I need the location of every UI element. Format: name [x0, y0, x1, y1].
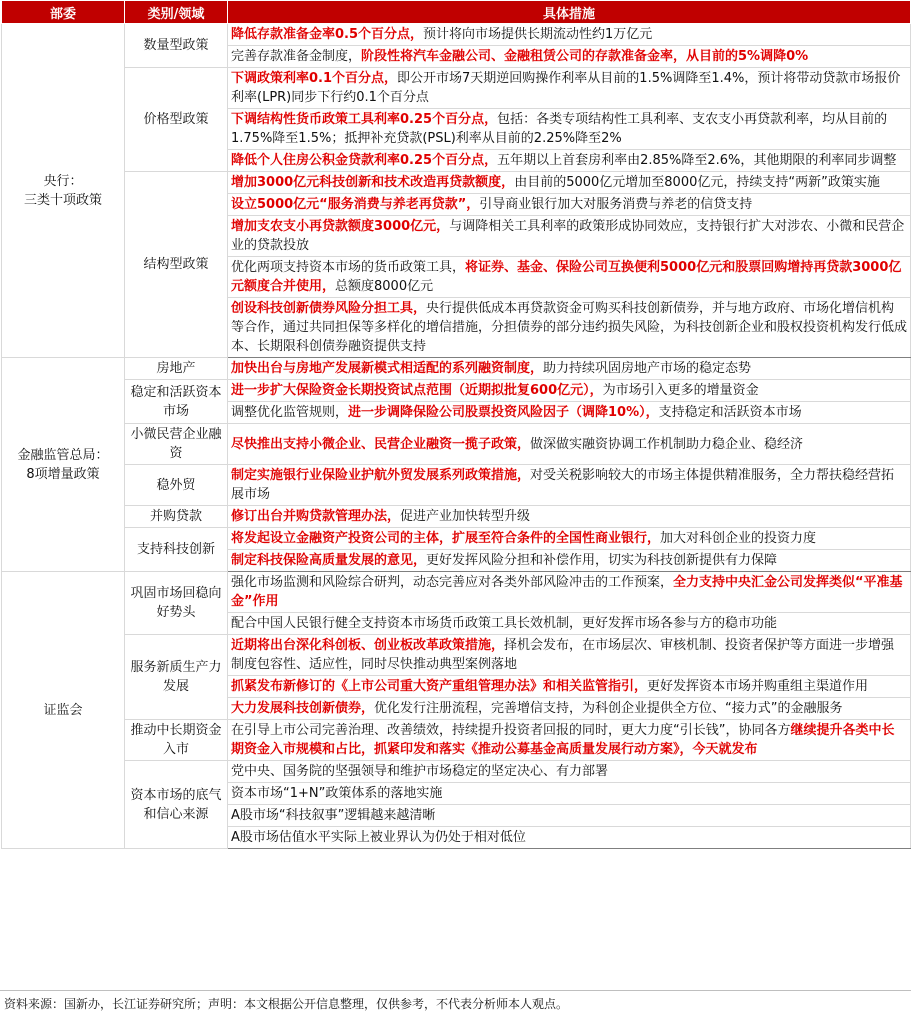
category-cell: 并购贷款 — [125, 506, 228, 528]
measure-cell — [228, 720, 911, 761]
measure-cell — [228, 761, 911, 783]
table-row — [2, 528, 911, 550]
measure-text: 调整优化监管规则， — [231, 405, 349, 420]
measure-text: 助力持续巩固房地产市场的稳定态势 — [543, 361, 752, 376]
highlighted-measure-text: 降低个人住房公积金贷款利率0.25个百分点， — [231, 153, 498, 168]
highlighted-measure-text: 近期将出台深化科创板、创业板改革政策措施， — [231, 638, 505, 653]
highlighted-measure-text: 制定实施银行业保险业护航外贸发展系列政策措施， — [231, 468, 531, 483]
measure-cell — [228, 46, 911, 68]
measure-text: 总额度8000亿元 — [335, 279, 434, 294]
highlighted-measure-text: 继续提升各类中长期资金入市规模和占比，抓紧印发和落实《推动公募基金高质量发展行动方案》，今天就发布 — [231, 723, 895, 757]
measure-text: 配合中国人民银行健全支持资本市场货币政策工具长效机制，更好发挥市场各参与方的稳市功能 — [231, 616, 778, 631]
table-row — [2, 172, 911, 194]
measure-text: 包括：各类专项结构性工具利率、支农支小再贷款利率，均从目前的1.75%降至1.5%；抵押补充贷款(PSL)利率从目前的2.25%降至2% — [231, 112, 888, 146]
measure-cell — [228, 194, 911, 216]
measure-text: A股市场“科技叙事”逻辑越来越清晰 — [231, 808, 436, 823]
table-row — [2, 635, 911, 676]
measure-text: 更好发挥资本市场并购重组主渠道作用 — [647, 679, 869, 694]
measure-text: 支持稳定和活跃资本市场 — [658, 405, 802, 420]
measure-cell — [228, 216, 911, 257]
highlighted-measure-text: 下调政策利率0.1个百分点， — [231, 71, 398, 86]
measure-text: 资本市场“1+N”政策体系的落地实施 — [231, 786, 443, 801]
measure-cell — [228, 698, 911, 720]
measure-text: 优化两项支持资本市场的货币政策工具， — [231, 260, 466, 275]
measure-text: 优化发行注册流程，完善增信支持，为科创企业提供全方位、“接力式”的金融服务 — [374, 701, 843, 716]
measure-text: 对受关税影响较大的市场主体提供精准服务，全力帮扶稳经营拓展市场 — [231, 468, 895, 502]
measure-text: 为市场引入更多的增量资金 — [602, 383, 759, 398]
category-cell: 稳定和活跃资本市场 — [125, 380, 228, 424]
header-measures: 具体措施 — [228, 1, 911, 24]
highlighted-measure-text: 降低存款准备金率0.5个百分点， — [231, 27, 424, 42]
measure-text: 更好发挥风险分担和补偿作用，切实为科技创新提供有力保障 — [426, 553, 778, 568]
category-cell: 服务新质生产力发展 — [125, 635, 228, 720]
category-cell: 推动中长期资金入市 — [125, 720, 228, 761]
measure-text: 在引导上市公司完善治理、改善绩效，持续提升投资者回报的同时，更大力度“引长钱”，协同各方 — [231, 723, 791, 738]
measure-text: 完善存款准备金制度， — [231, 49, 362, 64]
table-row — [2, 506, 911, 528]
measure-text: 与调降相关工具利率的政策形成协同效应，支持银行扩大对涉农、小微和民营企业的贷款投放 — [231, 219, 905, 253]
measure-text: 即公开市场7天期逆回购操作利率从目前的1.5%调降至1.4%，预计将带动贷款市场报价利率(LPR)同步下行约0.1个百分点 — [231, 71, 901, 105]
measure-cell — [228, 172, 911, 194]
measure-cell — [228, 150, 911, 172]
measure-text: 强化市场监测和风险综合研判，动态完善应对各类外部风险冲击的工作预案， — [231, 575, 674, 590]
measure-text: 促进产业加快转型升级 — [400, 509, 531, 524]
measure-cell — [228, 257, 911, 298]
measure-text: 加大对科创企业的投资力度 — [660, 531, 817, 546]
highlighted-measure-text: 进一步调降保险公司股票投资风险因子（调降10%）， — [348, 405, 659, 420]
source-footnote: 资料来源：国新办，长江证券研究所；声明：本文根据公开信息整理，仅供参考，不代表分析师本人观点。 — [4, 997, 569, 1011]
table-row — [2, 24, 911, 46]
table-row — [2, 465, 911, 506]
header-dept: 部委 — [2, 1, 125, 24]
measure-cell — [228, 24, 911, 46]
highlighted-measure-text: 大力发展科技创新债券， — [231, 701, 375, 716]
measure-cell — [228, 68, 911, 109]
measure-cell — [228, 465, 911, 506]
table-row — [2, 720, 911, 761]
highlighted-measure-text: 增加支农支小再贷款额度3000亿元， — [231, 219, 450, 234]
department-cell: 证监会 — [2, 572, 125, 849]
measure-text: 引导商业银行加大对服务消费与养老的信贷支持 — [479, 197, 753, 212]
measure-cell — [228, 358, 911, 380]
measure-cell — [228, 424, 911, 465]
highlighted-measure-text: 全力支持中央汇金公司发挥类似“平准基金”作用 — [231, 575, 903, 609]
highlighted-measure-text: 修订出台并购贷款管理办法， — [231, 509, 401, 524]
measure-cell — [228, 380, 911, 402]
category-cell: 稳外贸 — [125, 465, 228, 506]
measure-text: 央行提供低成本再贷款资金可购买科技创新债券，并与地方政府、市场化增信机构等合作，通过共同担保等多样化的增信措施，分担债券的部分违约损失风险，为科技创新企业和股权投资机构发行低成本、长期限科创债券融资提供支持 — [231, 301, 908, 354]
measure-cell — [228, 550, 911, 572]
category-cell: 结构型政策 — [125, 172, 228, 358]
table-row — [2, 358, 911, 380]
table-header-row — [2, 1, 911, 24]
measure-text: 择机会发布，在市场层次、审核机制、投资者保护等方面进一步增强制度包容性、适应性，同时尽快推动典型案例落地 — [231, 638, 895, 672]
highlighted-measure-text: 抓紧发布新修订的《上市公司重大资产重组管理办法》和相关监管指引， — [231, 679, 648, 694]
highlighted-measure-text: 创设科技创新债券风险分担工具， — [231, 301, 427, 316]
category-cell: 价格型政策 — [125, 68, 228, 172]
measure-cell — [228, 109, 911, 150]
table-row — [2, 424, 911, 465]
measure-cell — [228, 635, 911, 676]
category-cell: 资本市场的底气和信心来源 — [125, 761, 228, 849]
measure-cell — [228, 506, 911, 528]
highlighted-measure-text: 阶段性将汽车金融公司、金融租赁公司的存款准备金率，从目前的5%调降0% — [361, 49, 809, 64]
highlighted-measure-text: 尽快推出支持小微企业、民营企业融资一揽子政策， — [231, 436, 531, 452]
measure-cell — [228, 298, 911, 358]
measure-cell — [228, 572, 911, 613]
measure-cell — [228, 402, 911, 424]
measure-text: 做深做实融资协调工作机制助力稳企业、稳经济 — [530, 436, 804, 452]
measure-cell — [228, 827, 911, 849]
measure-cell — [228, 805, 911, 827]
highlighted-measure-text: 制定科技保险高质量发展的意见， — [231, 553, 427, 568]
policy-table — [1, 0, 911, 849]
measure-text: 由目前的5000亿元增加至8000亿元，持续支持“两新”政策实施 — [514, 175, 880, 190]
highlighted-measure-text: 设立5000亿元“服务消费与养老再贷款”， — [231, 197, 480, 212]
measure-text: 党中央、国务院的坚强领导和维护市场稳定的坚定决心、有力部署 — [231, 764, 609, 779]
category-cell: 房地产 — [125, 358, 228, 380]
measure-text: 五年期以上首套房利率由2.85%降至2.6%，其他期限的利率同步调整 — [497, 153, 897, 168]
highlighted-measure-text: 将证券、基金、保险公司互换便利5000亿元和股票回购增持再贷款3000亿元额度合并使用， — [231, 260, 902, 294]
measure-cell — [228, 613, 911, 635]
header-category: 类别/领域 — [125, 1, 228, 24]
table-row — [2, 572, 911, 613]
measure-text: 预计将向市场提供长期流动性约1万亿元 — [423, 27, 653, 42]
measure-cell — [228, 783, 911, 805]
category-cell: 巩固市场回稳向好势头 — [125, 572, 228, 635]
highlighted-measure-text: 将发起设立金融资产投资公司的主体，扩展至符合条件的全国性商业银行， — [231, 531, 661, 546]
department-cell: 金融监管总局： 8项增量政策 — [2, 358, 125, 572]
highlighted-measure-text: 增加3000亿元科技创新和技术改造再贷款额度， — [231, 175, 515, 190]
category-cell: 数量型政策 — [125, 24, 228, 68]
table-row — [2, 68, 911, 109]
highlighted-measure-text: 进一步扩大保险资金长期投资试点范围（近期拟批复600亿元）， — [231, 383, 603, 398]
table-row — [2, 380, 911, 402]
table-row — [2, 761, 911, 783]
measure-cell — [228, 676, 911, 698]
highlighted-measure-text: 加快出台与房地产发展新模式相适配的系列融资制度， — [231, 361, 544, 376]
category-cell: 小微民营企业融资 — [125, 424, 228, 465]
footer-divider — [0, 990, 911, 991]
measure-text: A股市场估值水平实际上被业界认为仍处于相对低位 — [231, 830, 526, 845]
department-cell: 央行： 三类十项政策 — [2, 24, 125, 358]
measure-cell — [228, 528, 911, 550]
highlighted-measure-text: 下调结构性货币政策工具利率0.25个百分点， — [231, 112, 498, 127]
category-cell: 支持科技创新 — [125, 528, 228, 572]
